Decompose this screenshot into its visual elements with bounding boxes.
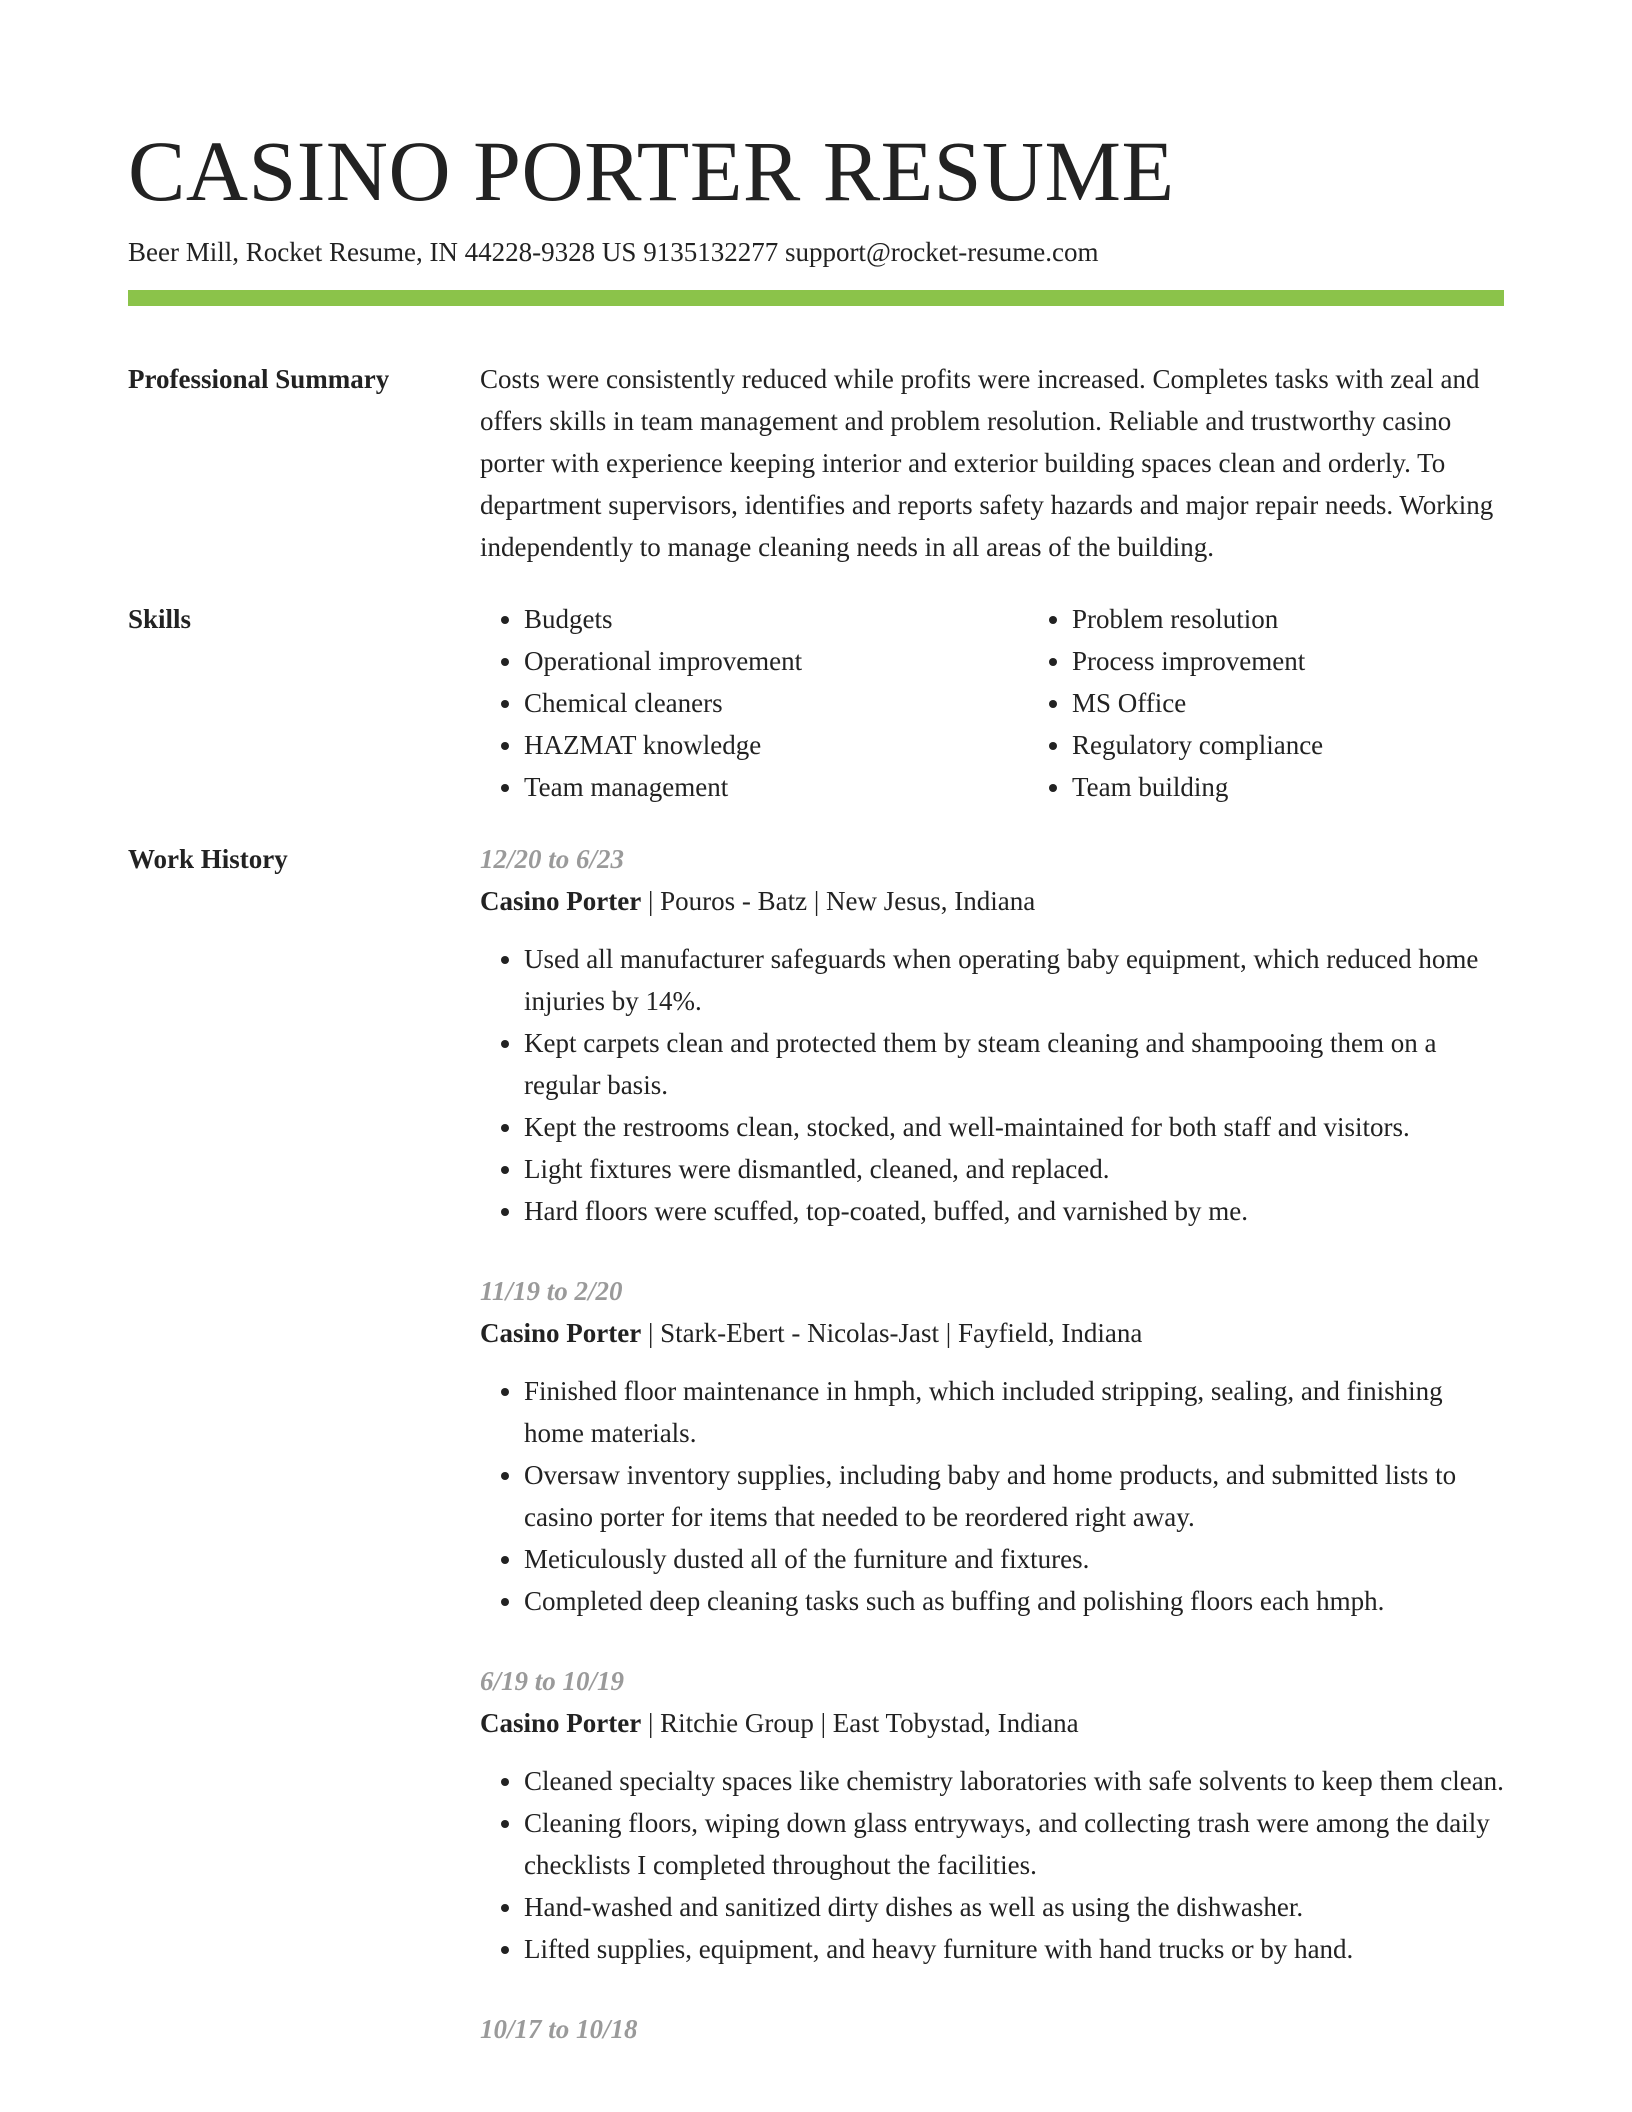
skill-item: • Regulatory compliance — [1072, 724, 1576, 766]
list-item: • Lifted supplies, equipment, and heavy furniture with hand trucks or by hand. — [524, 1928, 1504, 1970]
job-title: Casino Porter — [480, 1708, 642, 1738]
skill-item: • Budgets — [524, 598, 1028, 640]
job-dates: 12/20 to 6/23 — [480, 844, 625, 874]
work-history-section — [128, 838, 1504, 2050]
skills-list-left — [480, 598, 1028, 808]
skill-item: • Team building — [1072, 766, 1576, 808]
work-history-heading: Work History — [128, 844, 288, 874]
job-entry — [480, 1660, 1504, 1970]
job-details: | Ritchie Group | East Tobystad, Indiana — [641, 1708, 1079, 1738]
job-entry — [480, 838, 1504, 1232]
job-heading-line — [480, 1312, 1504, 1354]
skills-grid — [480, 598, 1576, 808]
list-item: • Hard floors were scuffed, top-coated, buffed, and varnished by me. — [524, 1190, 1504, 1232]
job-dates: 10/17 to 10/18 — [480, 2014, 638, 2044]
job-bullet-list — [480, 938, 1504, 1232]
job-dates: 11/19 to 2/20 — [480, 1276, 623, 1306]
resume-page — [128, 118, 1504, 2050]
summary-section — [128, 358, 1504, 568]
skill-item: • Team management — [524, 766, 1028, 808]
list-item: • Finished floor maintenance in hmph, which included stripping, sealing, and finishing home materials. — [524, 1370, 1504, 1454]
contact-line: Beer Mill, Rocket Resume, IN 44228-9328 US 9135132277 support@rocket-resume.com — [128, 237, 1099, 267]
page-title: CASINO PORTER RESUME — [128, 123, 1175, 219]
job-heading-line — [480, 1702, 1504, 1744]
list-item: • Kept the restrooms clean, stocked, and well-maintained for both staff and visitors. — [524, 1106, 1504, 1148]
header-divider — [128, 290, 1504, 306]
skill-item: • Operational improvement — [524, 640, 1028, 682]
job-title: Casino Porter — [480, 886, 642, 916]
skill-item: • MS Office — [1072, 682, 1576, 724]
list-item: • Light fixtures were dismantled, cleaned, and replaced. — [524, 1148, 1504, 1190]
job-details: | Pouros - Batz | New Jesus, Indiana — [641, 886, 1036, 916]
job-entry — [480, 1270, 1504, 1622]
job-title: Casino Porter — [480, 1318, 642, 1348]
skill-item: • Problem resolution — [1072, 598, 1576, 640]
job-dates: 6/19 to 10/19 — [480, 1666, 625, 1696]
job-heading-line — [480, 880, 1504, 922]
job-entry — [480, 2008, 1504, 2050]
skill-item: • Process improvement — [1072, 640, 1576, 682]
list-item: • Hand-washed and sanitized dirty dishes as well as using the dishwasher. — [524, 1886, 1504, 1928]
skills-list-right — [1028, 598, 1576, 808]
list-item: • Completed deep cleaning tasks such as buffing and polishing floors each hmph. — [524, 1580, 1504, 1622]
list-item: • Kept carpets clean and protected them by steam cleaning and shampooing them on a regular basis. — [524, 1022, 1504, 1106]
list-item: • Used all manufacturer safeguards when operating baby equipment, which reduced home injuries by 14%. — [524, 938, 1504, 1022]
list-item: • Oversaw inventory supplies, including baby and home products, and submitted lists to casino porter for items that needed to be reordered right away. — [524, 1454, 1504, 1538]
list-item: • Cleaning floors, wiping down glass entryways, and collecting trash were among the daily checklists I completed throughout the facilities. — [524, 1802, 1504, 1886]
summary-heading: Professional Summary — [128, 364, 390, 394]
list-item: • Meticulously dusted all of the furniture and fixtures. — [524, 1538, 1504, 1580]
skills-section — [128, 598, 1504, 808]
list-item: • Cleaned specialty spaces like chemistry laboratories with safe solvents to keep them clean. — [524, 1760, 1504, 1802]
job-bullet-list — [480, 1760, 1504, 1970]
skill-item: • HAZMAT knowledge — [524, 724, 1028, 766]
job-details: | Stark-Ebert - Nicolas-Jast | Fayfield, Indiana — [641, 1318, 1143, 1348]
skill-item: • Chemical cleaners — [524, 682, 1028, 724]
summary-text: Costs were consistently reduced while profits were increased. Completes tasks with zeal and offers skills in team management and problem resolution. Reliable and trustworthy casino porter with experience keeping interior and exterior building spaces clean and orderly. To department supervisors, identifies and reports safety hazards and major repair needs. Working independently to manage cleaning needs in all areas of the building. — [480, 364, 1494, 562]
job-bullet-list — [480, 1370, 1504, 1622]
skills-heading: Skills — [128, 604, 192, 634]
